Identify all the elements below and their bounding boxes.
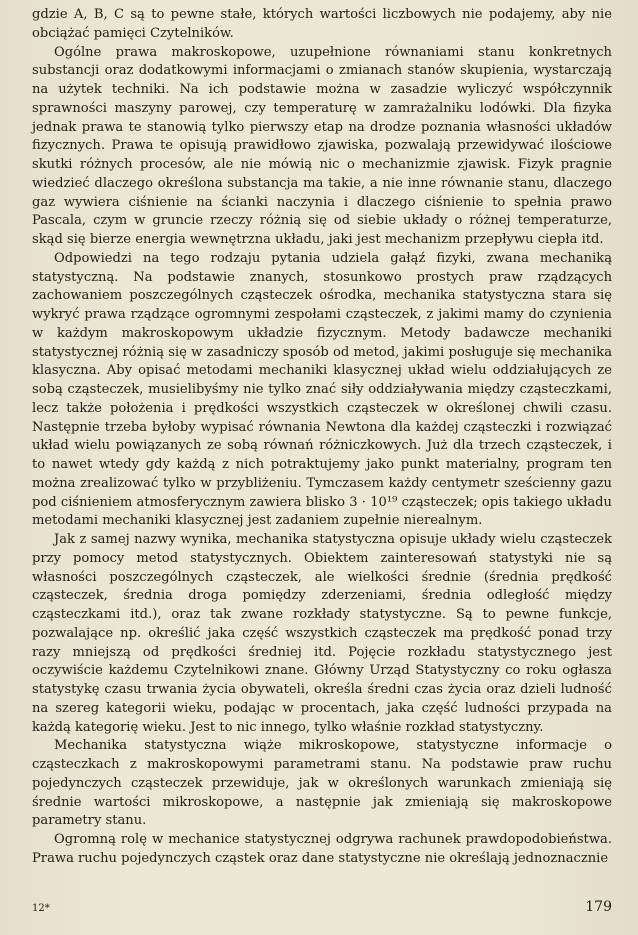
paragraph-macroscopic-laws: Ogólne prawa makroskopowe, uzupełnione równaniami stanu konkretnych substancji oraz dodatkowymi informacjami o zmianach stanów skupienia, wystarczają na użytek techniki. Na ich podstawie można w zasadzie wyliczyć współczynnik sprawności maszyny parowej, czy temperaturę w zamrażalniku lodówki. Dla fizyka jednak prawa te stanowią tylko pierwszy etap na drodze poznania własności układów fizycznych. Prawa te opisują prawidłowo zjawiska, pozwalają przewidywać ilościowe skutki różnych procesów, ale nie mówią nic o mechanizmie zjawisk. Fizyk pragnie wiedzieć dlaczego określona substancja ma takie, a nie inne równanie stanu, dlaczego gaz wywiera ciśnienie na ścianki naczynia i dlaczego ciśnienie to spełnia prawo Pascala, czym w gruncie rzeczy różnią się od siebie układy o różnej temperaturze, skąd się bierze energia wewnętrzna układu, jaki jest mechanizm przepływu ciepła itd.: [32, 44, 612, 247]
paragraph-statistical-mechanics-intro: Odpowiedzi na tego rodzaju pytania udziela gałąź fizyki, zwana mechaniką statystyczną. Na podstawie znanych, stosunkowo prostych praw rządzących zachowaniem poszczególnych cząsteczek ośrodka, mechanika statystyczna stara się wykryć prawa rządzące ogromnymi zespołami cząsteczek, z jakimi mamy do czynienia w każdym makroskopowym układzie fizycznym. Metody badawcze mechaniki statystycznej różnią się w zasadniczy sposób od metod, jakimi posługuje się mechanika klasyczna. Aby opisać metodami mechaniki klasycznej układ wielu oddziałujących ze sobą cząsteczek, musielibyśmy nie tylko znać siły oddziaływania między cząsteczkami, lecz także położenia i prędkości wszystkich cząsteczek w określonej chwili czasu. Następnie trzeba byłoby wypisać równania Newtona dla każdej cząsteczki i rozwiązać układ wielu powiązanych ze sobą równań różniczkowych. Już dla trzech cząsteczek, i to nawet wtedy gdy każdą z nich potraktujemy jako punkt materialny, program ten można zrealizować tylko w przybliżeniu. Tymczasem każdy centymetr sześcienny gazu pod ciśnieniem atmosferycznym zawiera blisko 3 · 10¹⁹ cząsteczek; opis takiego układu metodami mechaniki klasycznej jest zadaniem zupełnie nierealnym.: [32, 250, 612, 529]
paragraph-continuation: gdzie A, B, C są to pewne stałe, których wartości liczbowych nie podajemy, aby nie obciążać pamięci Czytelników.: [32, 7, 612, 41]
paragraph-probability: Ogromną rolę w mechanice statystycznej odgrywa rachunek prawdopodobieństwa. Prawa ruchu pojedynczych cząstek oraz dane statystyczne nie określają jednoznacznie: [32, 832, 612, 866]
paragraph-micro-macro-link: Mechanika statystyczna wiąże mikroskopowe, statystyczne informacje o cząsteczkach z makroskopowymi parametrami stanu. Na podstawie praw ruchu pojedynczych cząsteczek przewiduje, jak w określonych warunkach zmieniają się średnie wartości mikroskopowe, a następnie jak zmieniają się makroskopowe parametry stanu.: [32, 738, 612, 829]
page-number: 179: [585, 899, 612, 915]
printer-signature: 12*: [32, 903, 50, 914]
page-footer: [32, 899, 612, 919]
paragraph-statistical-methods: Jak z samej nazwy wynika, mechanika statystyczna opisuje układy wielu cząsteczek przy pomocy metod statystycznych. Obiektem zainteresowań statystyki nie są własności poszczególnych cząsteczek, ale wielkości średnie (średnia prędkość cząsteczek, średnia droga pomiędzy zderzeniami, średnia odległość między cząsteczkami itd.), oraz tak zwane rozkłady statystyczne. Są to pewne funkcje, pozwalające np. określić jaka część wszystkich cząsteczek ma prędkość ponad trzy razy mniejszą od prędkości średniej itd. Pojęcie rozkładu statystycznego jest oczywiście każdemu Czytelnikowi znane. Główny Urząd Statystyczny co roku ogłasza statystykę czasu trwania życia obywateli, określa średni czas życia oraz dzieli ludność na szereg kategorii wieku, podając w procentach, jaka część ludności przypada na każdą kategorię wieku. Jest to nic innego, tylko właśnie rozkład statystyczny.: [32, 532, 612, 735]
body-text: [32, 6, 612, 869]
